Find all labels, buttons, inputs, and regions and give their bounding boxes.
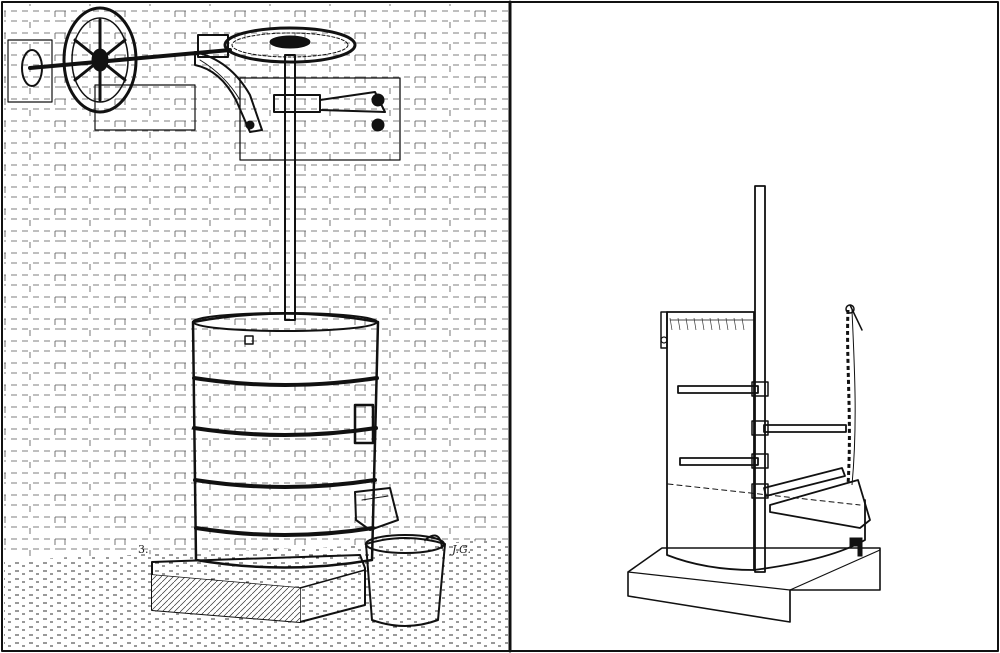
lift-chain xyxy=(846,305,862,485)
tub-cutaway xyxy=(661,312,865,570)
dasher-paddles xyxy=(678,382,846,498)
left-initial-mark: 3. xyxy=(138,543,149,556)
right-panel xyxy=(628,186,880,622)
right-initial-mark: J.G. xyxy=(452,543,471,556)
outlet-chute xyxy=(770,480,870,528)
left-panel xyxy=(4,4,508,649)
dasher-rod xyxy=(755,186,765,572)
